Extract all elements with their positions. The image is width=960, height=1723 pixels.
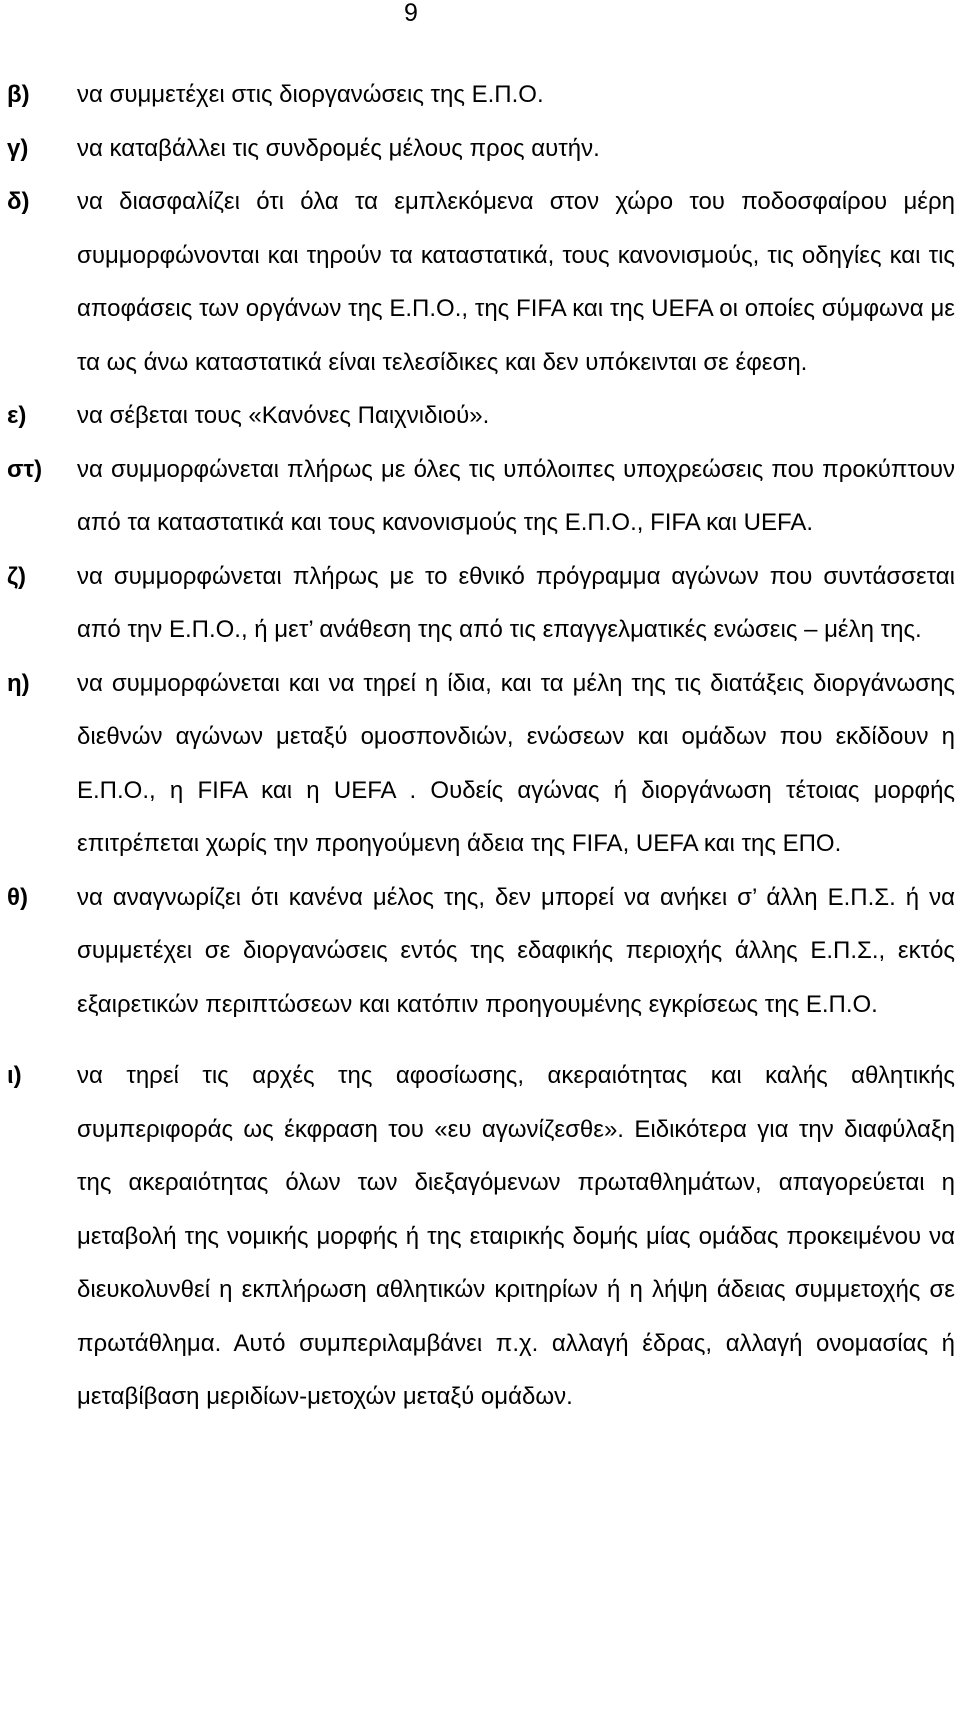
- clause-beta: [7, 68, 955, 122]
- clause-list: [7, 68, 955, 1424]
- clause-text: να σέβεται τους «Κανόνες Παιχνιδιού».: [77, 402, 490, 429]
- clause-label: η): [7, 669, 30, 697]
- clause-theta: [7, 871, 955, 1032]
- clause-epsilon: [7, 389, 955, 443]
- clause-stigma: [7, 443, 955, 550]
- clause-label: ι): [7, 1062, 22, 1089]
- clause-label: θ): [7, 883, 28, 911]
- clause-text: να καταβάλλει τις συνδρομές μέλους προς αυτήν.: [77, 134, 600, 162]
- clause-text: να τηρεί τις αρχές της αφοσίωσης, ακεραιότητας και καλής αθλητικής συμπεριφοράς ως έκφραση του «ευ αγωνίζεσθε». Ειδικότερα για την διαφύλαξη της ακεραιότητας όλων των διεξαγόμενων πρωταθλημάτων, απαγορεύεται η μεταβολή της νομικής μορφής ή της εταιρικής δομής μίας ομάδας προκειμένου να διευκολυνθεί η εκπλήρωση αθλητικών κριτηρίων ή η λήψη άδειας συμμετοχής σε πρωτάθλημα. Αυτό συμπεριλαμβάνει π.χ. αλλαγή έδρας, αλλαγή ονομασίας ή μεταβίβαση μεριδίων-μετοχών μεταξύ ομάδων.: [77, 1062, 955, 1410]
- clause-eta: [7, 657, 955, 871]
- clause-text: να αναγνωρίζει ότι κανένα μέλος της, δεν μπορεί να ανήκει σ’ άλλη Ε.Π.Σ. ή να συμμετέχει σε διοργανώσεις εντός της εδαφικής περιοχής άλλης Ε.Π.Σ., εκτός εξαιρετικών περιπτώσεων και κατόπιν προηγουμένης εγκρίσεως της Ε.Π.Ο.: [77, 883, 955, 1018]
- clause-text: να συμμορφώνεται πλήρως με το εθνικό πρόγραμμα αγώνων που συντάσσεται από την Ε.Π.Ο., ή μετ’ ανάθεση της από τις επαγγελματικές ενώσεις – μέλη της.: [77, 562, 955, 643]
- clause-text: να διασφαλίζει ότι όλα τα εμπλεκόμενα στον χώρο του ποδοσφαίρου μέρη συμμορφώνονται και τηρούν τα καταστατικά, τους κανονισμούς, τις οδηγίες και τις αποφάσεις των οργάνων της Ε.Π.Ο., της FIFA και της UEFA οι οποίες σύμφωνα με τα ως άνω καταστατικά είναι τελεσίδικες και δεν υπόκεινται σε έφεση.: [77, 188, 955, 376]
- clause-label: δ): [7, 188, 30, 215]
- clause-text: να συμμορφώνεται πλήρως με όλες τις υπόλοιπες υποχρεώσεις που προκύπτουν από τα καταστατικά και τους κανονισμούς της Ε.Π.Ο., FIFA και UEFA.: [77, 455, 955, 536]
- clause-label: ζ): [7, 562, 27, 590]
- clause-label: γ): [7, 134, 29, 162]
- page-number: 9: [404, 0, 418, 27]
- clause-text: να συμμορφώνεται και να τηρεί η ίδια, και τα μέλη της τις διατάξεις διοργάνωσης διεθνών αγώνων μεταξύ ομοσπονδιών, ενώσεων και ομάδων που εκδίδουν η Ε.Π.Ο., η FIFA και η UEFA . Ουδείς αγώνας ή διοργάνωση τέτοιας μορφής επιτρέπεται χωρίς την προηγούμενη άδεια της FIFA, UEFA και της ΕΠΟ.: [77, 669, 955, 857]
- clause-iota: [7, 1049, 955, 1424]
- clause-label: β): [7, 81, 30, 108]
- clause-label: ε): [7, 402, 27, 429]
- clause-text: να συμμετέχει στις διοργανώσεις της Ε.Π.Ο.: [77, 81, 544, 108]
- clause-label: στ): [7, 455, 43, 483]
- clause-delta: [7, 175, 955, 389]
- clause-zeta: [7, 550, 955, 657]
- clause-gamma: [7, 122, 955, 176]
